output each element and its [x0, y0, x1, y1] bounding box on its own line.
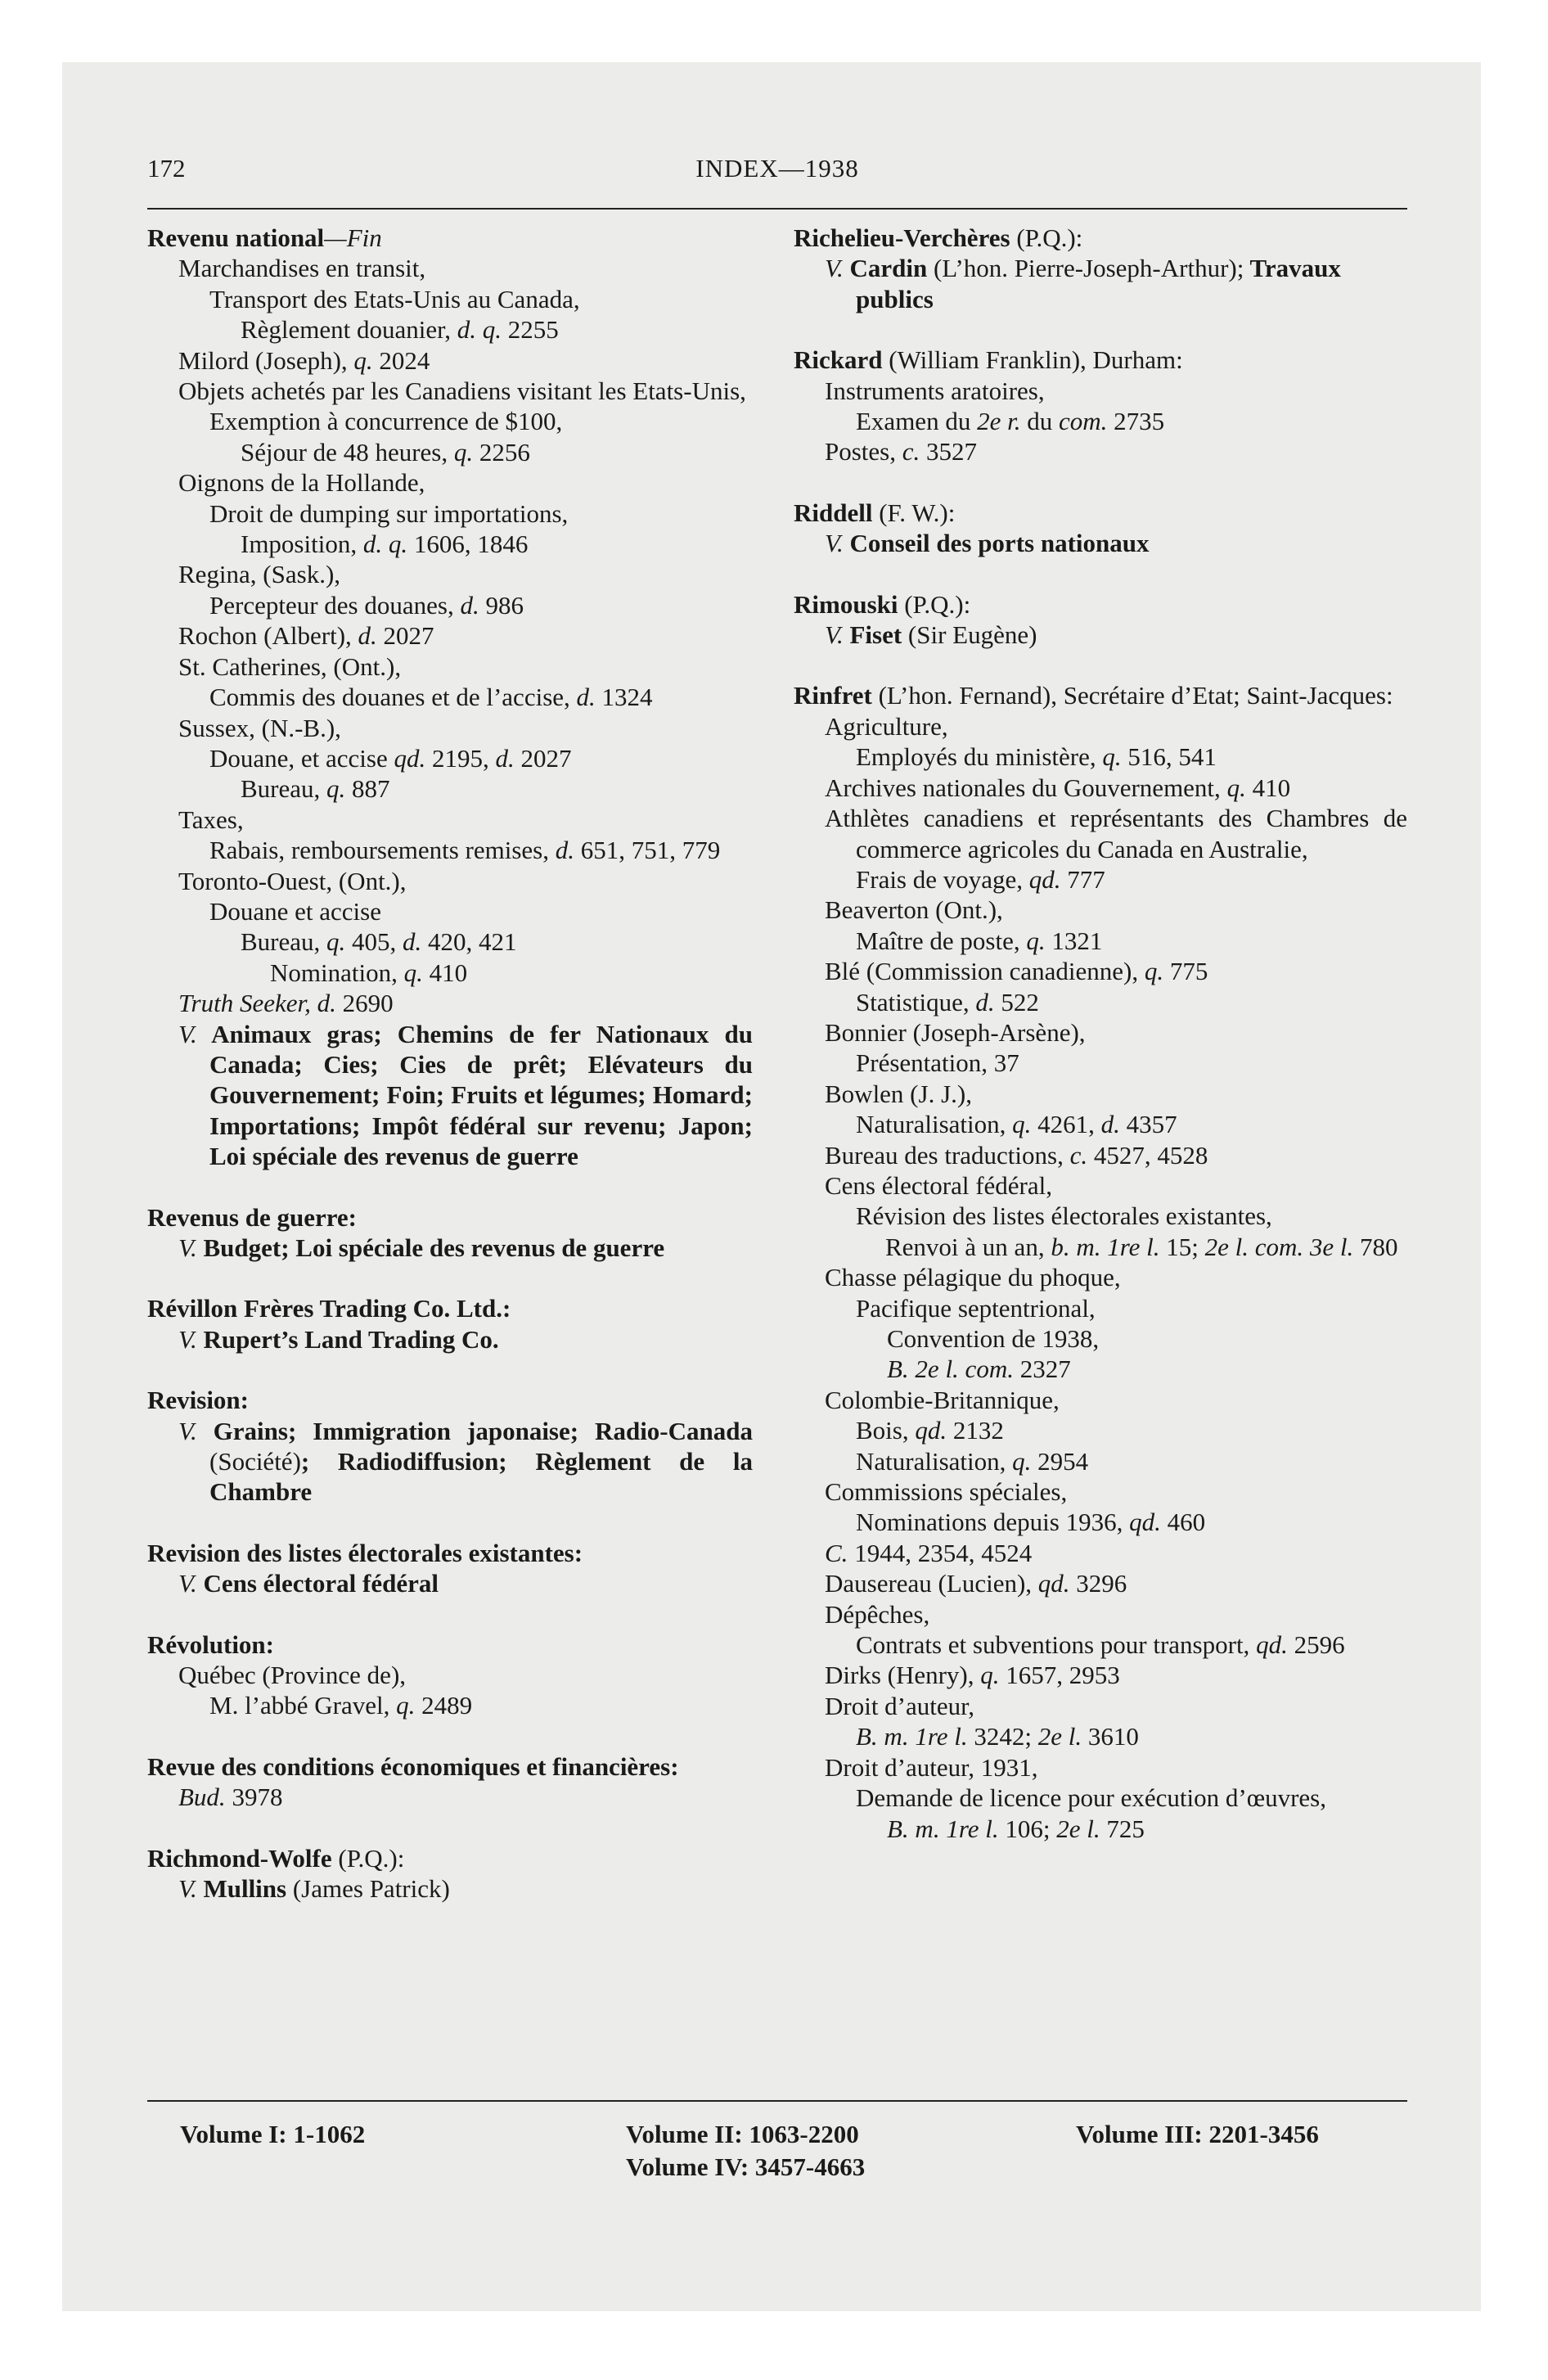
index-entry-riddell — [794, 498, 1407, 559]
subentry: Nominations depuis 1936, qd. 460 — [856, 1508, 1206, 1537]
subentry: Renvoi à un an, b. m. 1re l. 15; 2e l. com. 3e l. 780 — [885, 1232, 1398, 1261]
subentry: B. m. 1re l. 106; 2e l. 725 — [887, 1814, 1145, 1843]
page-number: 172 — [147, 154, 186, 183]
subentry: Bowlen (J. J.), — [825, 1079, 972, 1108]
entry-heading: Rickard (William Franklin), Durham: — [794, 345, 1183, 375]
see-also: V. Animaux gras; Chemins de fer Nationaux du Canada; Cies; Cies de prêt; Elévateurs du Gouvernement; Foin; Fruits et légumes; Homard; Importations; Impôt fédéral sur revenu; Japon; Loi spéciale des revenus de guerre — [178, 1019, 753, 1171]
index-entry-revolution — [147, 1629, 753, 1721]
subentry: Naturalisation, q. 4261, d. 4357 — [856, 1110, 1177, 1139]
entry-heading: Rinfret (L’hon. Fernand), Secrétaire d’Etat; Saint-Jacques: — [794, 681, 1393, 710]
subentry: Québec (Province de), — [178, 1661, 407, 1690]
subentry: Contrats et subventions pour transport, qd. 2596 — [856, 1630, 1345, 1660]
subentry: Bonnier (Joseph-Arsène), — [825, 1017, 1086, 1047]
see-also: V. Cardin (L’hon. Pierre-Joseph-Arthur); Travaux publics — [825, 254, 1341, 313]
subentry: Oignons de la Hollande, — [178, 468, 425, 498]
volume-range: Volume I: 1-1062 — [180, 2120, 366, 2148]
subentry: Frais de voyage, qd. 777 — [856, 864, 1105, 894]
subentry: Sussex, (N.-B.), — [178, 713, 341, 742]
subentry: Révision des listes électorales existantes, — [856, 1201, 1272, 1231]
subentry: Colombie-Britannique, — [825, 1385, 1060, 1414]
subentry: Bureau des traductions, c. 4527, 4528 — [825, 1140, 1208, 1170]
subentry: Dépêches, — [825, 1599, 930, 1629]
subentry: Commissions spéciales, — [825, 1477, 1068, 1507]
subentry: Transport des Etats-Unis au Canada, — [209, 284, 580, 313]
subentry: Imposition, d. q. 1606, 1846 — [241, 530, 529, 559]
subentry: Séjour de 48 heures, q. 2256 — [241, 437, 530, 467]
page-header — [147, 154, 1407, 190]
subentry: Athlètes canadiens et représentants des Chambres de commerce agricoles du Canada en Australie, — [825, 804, 1407, 863]
see-also: V. Cens électoral fédéral — [178, 1569, 439, 1598]
subentry: Toronto-Ouest, (Ont.), — [178, 866, 407, 895]
subentry: Règlement douanier, d. q. 2255 — [241, 315, 559, 345]
entry-heading: Revision: — [147, 1386, 249, 1415]
see-also: V. Rupert’s Land Trading Co. — [178, 1324, 499, 1354]
subentry: Maître de poste, q. 1321 — [856, 926, 1103, 955]
subentry: Exemption à concurrence de $100, — [209, 407, 563, 436]
header-rule — [147, 208, 1407, 210]
left-column — [147, 223, 753, 1935]
subentry: Instruments aratoires, — [825, 376, 1045, 405]
index-entry-rimouski — [794, 589, 1407, 651]
index-entry-revue — [147, 1751, 753, 1813]
subentry: Truth Seeker, d. 2690 — [178, 989, 394, 1018]
subentry: Droit d’auteur, 1931, — [825, 1752, 1038, 1782]
volume-range: Volume IV: 3457-4663 — [626, 2152, 866, 2181]
subentry: M. l’abbé Gravel, q. 2489 — [209, 1691, 473, 1720]
index-entry-revenu-national — [147, 223, 753, 1172]
index-entry-revenus-de-guerre — [147, 1202, 753, 1264]
subentry: Chasse pélagique du phoque, — [825, 1263, 1121, 1292]
see-also: V. Mullins (James Patrick) — [178, 1874, 450, 1904]
subentry: Objets achetés par les Canadiens visitant les Etats-Unis, — [178, 376, 746, 406]
subentry: Bois, qd. 2132 — [856, 1416, 1004, 1445]
index-entry-rickard — [794, 345, 1407, 467]
subentry: Commis des douanes et de l’accise, d. 1324 — [209, 683, 653, 712]
index-entry-richmond-wolfe — [147, 1843, 753, 1904]
subentry: Examen du 2e r. du com. 2735 — [856, 407, 1165, 436]
subentry: Statistique, d. 522 — [856, 987, 1039, 1016]
subentry: Percepteur des douanes, d. 986 — [209, 590, 524, 620]
index-entry-revision — [147, 1385, 753, 1508]
see-also: V. Grains; Immigration japonaise; Radio-Canada (Société); Radiodiffusion; Règlement de la Chambre — [178, 1416, 753, 1507]
see-also: V. Conseil des ports nationaux — [825, 529, 1150, 558]
subentry: Douane et accise — [209, 896, 381, 926]
subentry: Demande de licence pour exécution d’œuvres, — [856, 1783, 1326, 1813]
see-also: V. Fiset (Sir Eugène) — [825, 620, 1037, 650]
subentry: C. 1944, 2354, 4524 — [825, 1538, 1033, 1567]
subentry: Archives nationales du Gouvernement, q. 410 — [825, 773, 1291, 802]
subentry: Cens électoral fédéral, — [825, 1170, 1052, 1200]
subentry: Taxes, — [178, 805, 244, 834]
entry-heading: Richmond-Wolfe (P.Q.): — [147, 1843, 405, 1873]
entry-heading: Revue des conditions économiques et financières: — [147, 1751, 679, 1781]
subentry: Douane, et accise qd. 2195, d. 2027 — [209, 743, 572, 773]
subentry: Postes, c. 3527 — [825, 437, 978, 467]
subentry: Convention de 1938, — [887, 1324, 1100, 1353]
subentry: Marchandises en transit, — [178, 254, 426, 283]
entry-heading: Rimouski (P.Q.): — [794, 589, 971, 619]
entry-heading: Riddell (F. W.): — [794, 498, 956, 527]
index-entry-revision-listes — [147, 1538, 753, 1599]
continuation-mark: —Fin — [324, 223, 382, 252]
entry-heading: Revenus de guerre: — [147, 1202, 357, 1232]
subentry: Rochon (Albert), d. 2027 — [178, 621, 434, 651]
subentry: Rabais, remboursements remises, d. 651, 751, 779 — [209, 836, 721, 865]
subentry: Beaverton (Ont.), — [825, 895, 1003, 925]
subentry: Bureau, q. 405, d. 420, 421 — [241, 927, 517, 957]
volume-range: Volume II: 1063-2200 — [626, 2120, 859, 2148]
entry-heading: Révolution: — [147, 1629, 274, 1659]
entry-heading: Révillon Frères Trading Co. Ltd.: — [147, 1294, 511, 1323]
subentry: Dausereau (Lucien), qd. 3296 — [825, 1569, 1127, 1598]
subentry: Droit d’auteur, — [825, 1691, 974, 1720]
index-entry-rinfret — [794, 680, 1407, 1843]
subentry: Naturalisation, q. 2954 — [856, 1446, 1089, 1476]
subentry: Milord (Joseph), q. 2024 — [178, 345, 430, 375]
volume-range: Volume III: 2201-3456 — [1076, 2120, 1319, 2148]
subentry: Blé (Commission canadienne), q. 775 — [825, 957, 1208, 986]
subentry: St. Catherines, (Ont.), — [178, 651, 402, 681]
index-entry-revillon — [147, 1293, 753, 1355]
entry-heading: Revenu national — [147, 223, 325, 252]
see-also: V. Budget; Loi spéciale des revenus de guerre — [178, 1233, 665, 1262]
right-column — [794, 223, 1407, 1874]
subentry: Présentation, 37 — [856, 1048, 1019, 1078]
entry-heading: Revision des listes électorales existantes: — [147, 1538, 583, 1567]
index-entry-richelieu-vercheres — [794, 223, 1407, 314]
subentry: Pacifique septentrional, — [856, 1293, 1096, 1323]
subentry: B. m. 1re l. 3242; 2e l. 3610 — [856, 1722, 1139, 1751]
subentry: Regina, (Sask.), — [178, 560, 341, 589]
subentry: B. 2e l. com. 2327 — [887, 1355, 1071, 1384]
subentry: Employés du ministère, q. 516, 541 — [856, 742, 1217, 772]
subentry: Bureau, q. 887 — [241, 774, 390, 804]
footer-rule — [147, 2100, 1407, 2102]
subentry: Nomination, q. 410 — [270, 958, 468, 987]
subentry: Droit de dumping sur importations, — [209, 498, 569, 528]
subentry: Agriculture, — [825, 711, 948, 741]
running-title: INDEX—1938 — [695, 154, 859, 183]
entry-heading: Richelieu-Verchères (P.Q.): — [794, 223, 1083, 252]
subentry: Bud. 3978 — [178, 1783, 283, 1812]
subentry: Dirks (Henry), q. 1657, 2953 — [825, 1661, 1120, 1690]
